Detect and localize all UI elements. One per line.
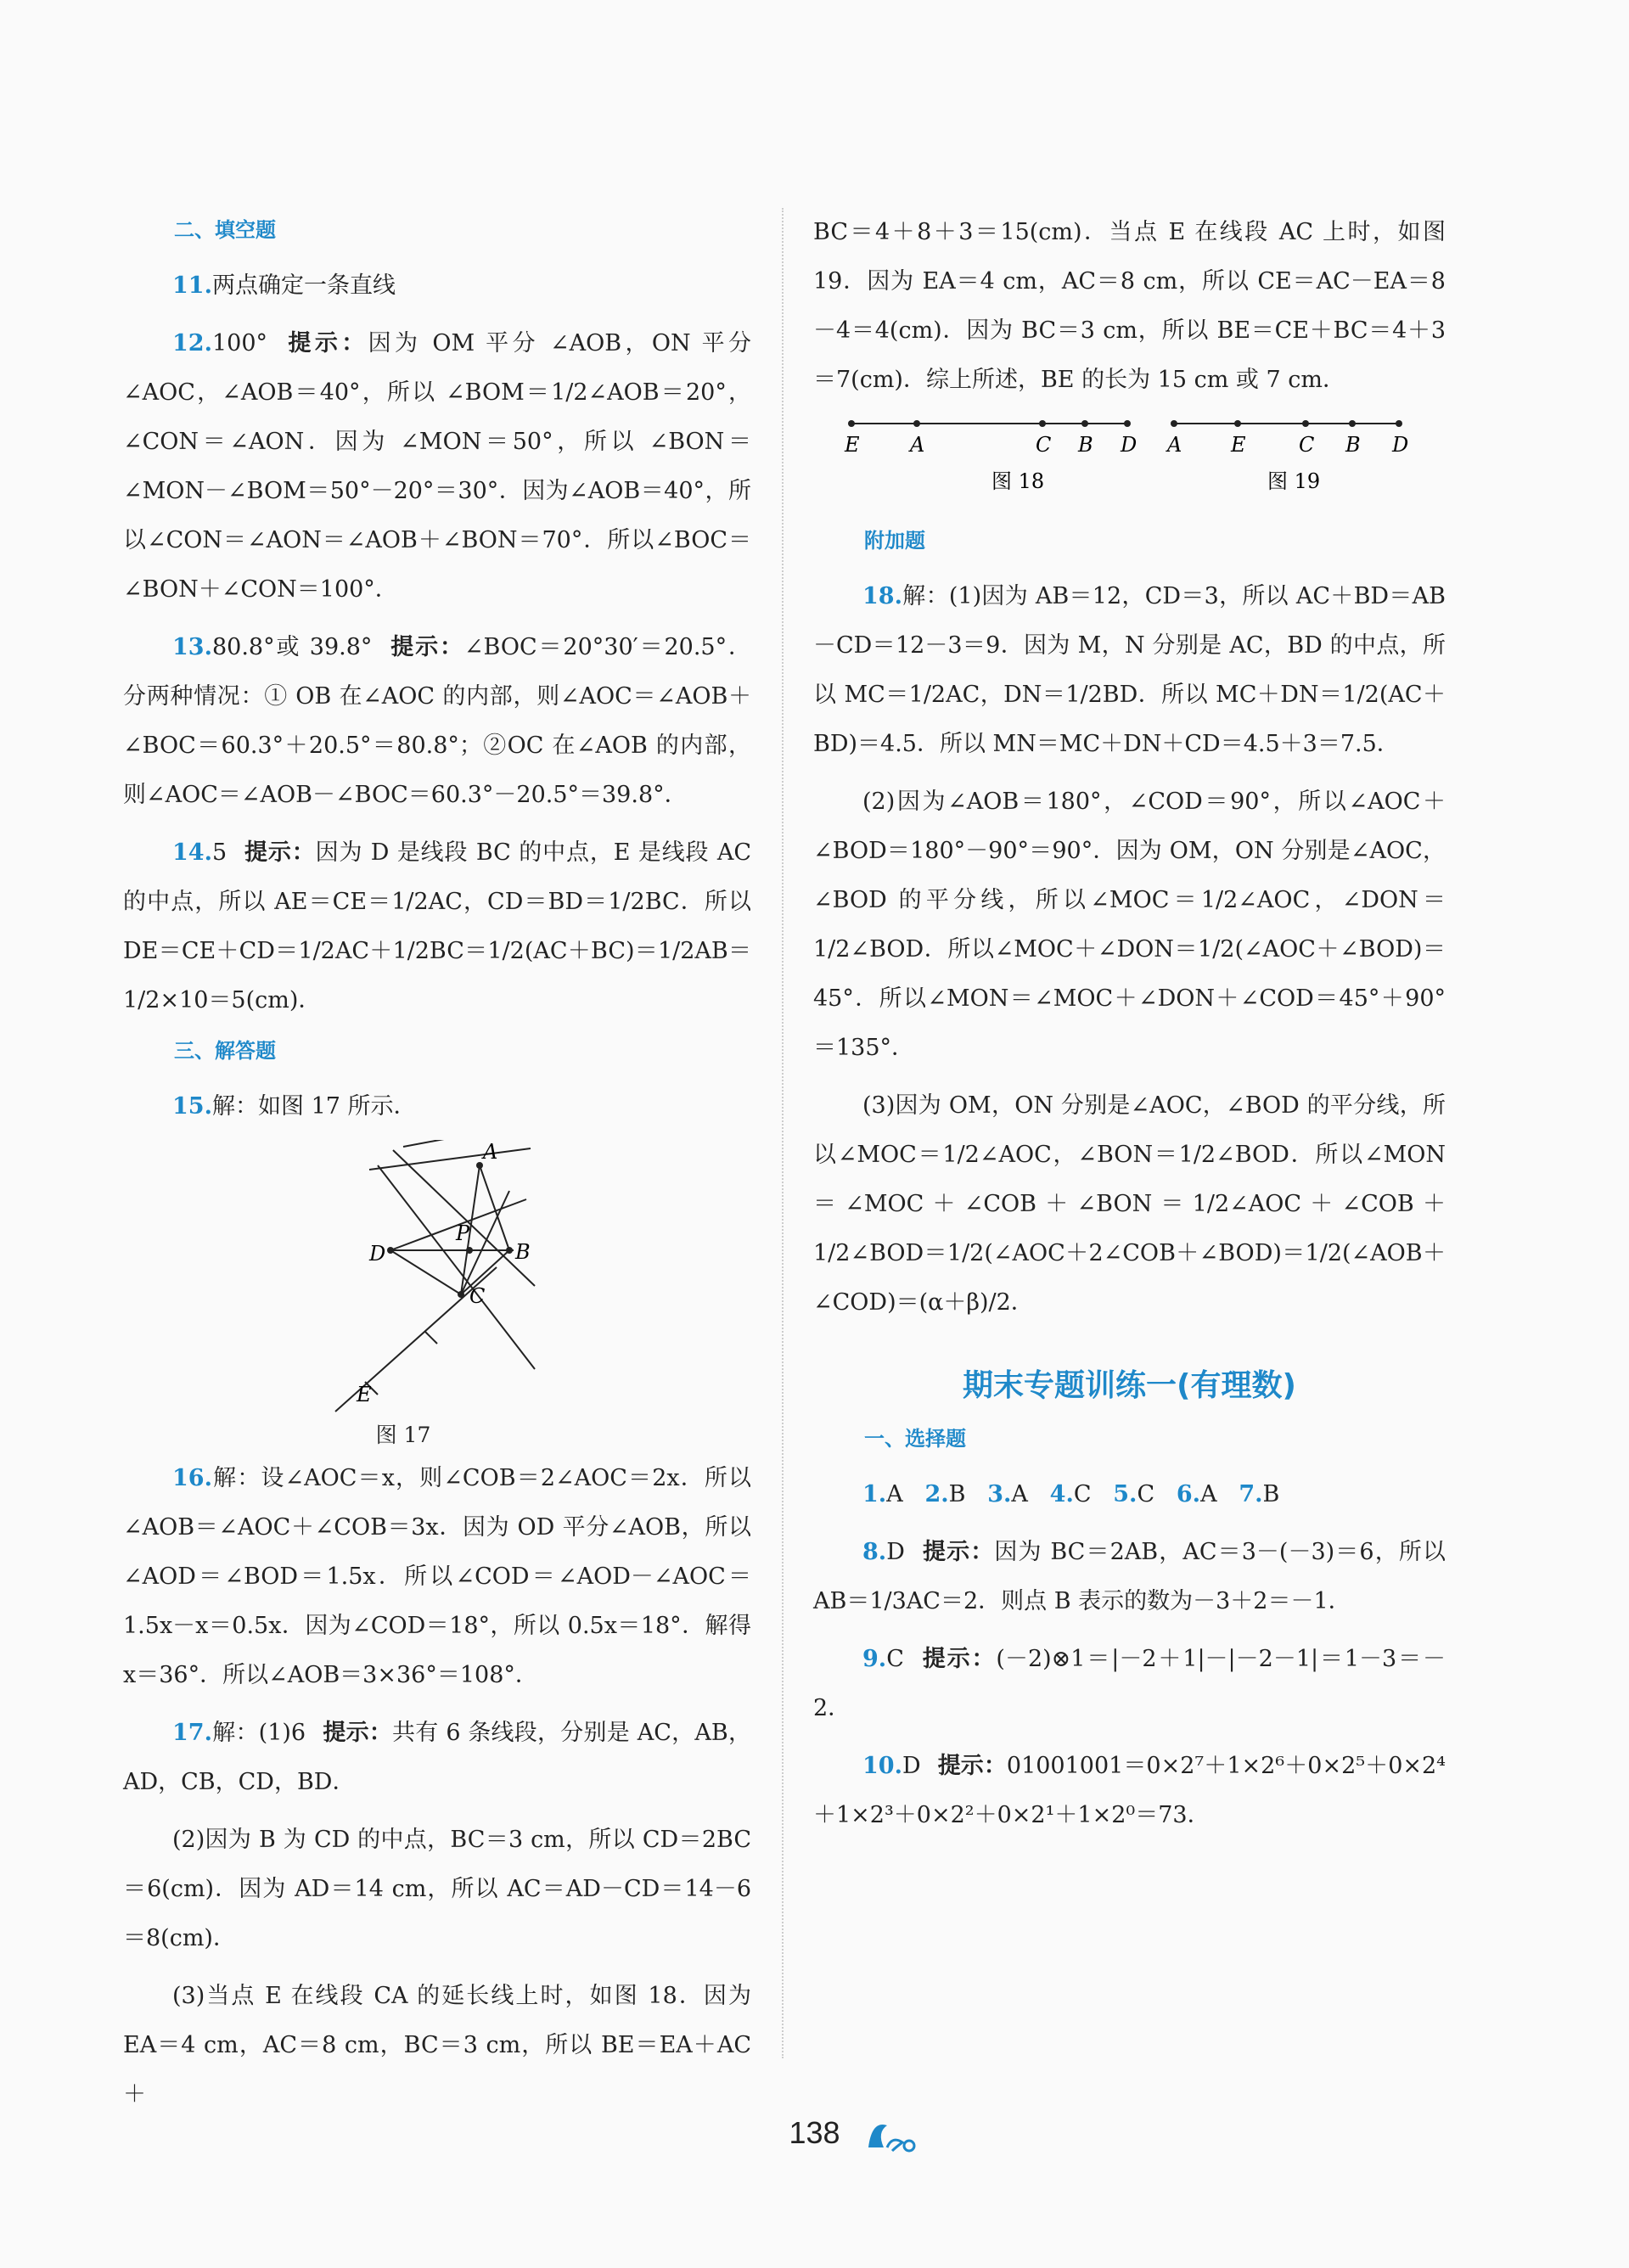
fig18-label-d: D (1121, 433, 1137, 457)
fig19-caption: 图 19 (1267, 469, 1321, 493)
answer-10: 10.D 提示：01001001＝0×2⁷＋1×2⁶＋0×2⁵＋0×2⁴＋1×2³＋0×2²＋0×2¹＋1×2⁰＝73． (813, 1753, 1446, 1828)
fig19-label-e: E (1231, 433, 1246, 457)
decorative-swirl-icon (862, 2114, 921, 2159)
answer-11: 11.两点确定一条直线 (172, 272, 396, 299)
answer-9: 9.C 提示：(－2)⊗1＝|－2＋1|－|－2－1|＝1－3＝－2． (813, 1646, 1446, 1721)
section-fill-blank-heading: 二、填空题 (174, 218, 276, 242)
answer-12: 12.100° 提示：因为 OM 平分 ∠AOB，ON 平分 ∠AOC，∠AOB＝40°，所以 ∠BOM＝1/2∠AOB＝20°，∠CON＝∠AON．因为 ∠MON＝50°，所以 ∠BON＝∠MON－∠BOM＝50°－20°＝30°．因为∠AOB＝40°，所以∠CON＝∠AON＝∠AOB＋∠BON＝70°．所以∠BOC＝∠BON＋∠CON＝100°． (123, 330, 751, 603)
label-c: C (469, 1284, 486, 1308)
answer-17-part3: (3)当点 E 在线段 CA 的延长线上时，如图 18．因为 EA＝4 cm，AC＝8 cm，BC＝3 cm，所以 BE＝EA＋AC＋ (123, 1983, 751, 2108)
answer-18-part1: 18.解：(1)因为 AB＝12，CD＝3，所以 AC＋BD＝AB－CD＝12－3＝9．因为 M，N 分别是 AC，BD 的中点，所以 MC＝1/2AC，DN＝1/2BD．所以 MC＋DN＝1/2(AC＋BD)＝4.5．所以 MN＝MC＋DN＋CD＝4.5＋3＝7.5． (813, 583, 1446, 757)
label-e: E (357, 1383, 372, 1406)
answer-18-part2: (2)因为∠AOB＝180°，∠COD＝90°，所以∠AOC＋∠BOD＝180°－90°＝90°．因为 OM，ON 分别是∠AOC，∠BOD 的平分线，所以∠MOC＝1/2∠AOC，∠DON＝1/2∠BOD．所以∠MOC＋∠DON＝1/2(∠AOC＋∠BOD)＝45°．所以∠MON＝∠MOC＋∠DON＋∠COD＝45°＋90°＝135°． (813, 789, 1446, 1061)
answer-15: 15.解：如图 17 所示． (172, 1093, 417, 1120)
answer-17-part1: 17.解：(1)6 提示：共有 6 条线段，分别是 AC，AB，AD，CB，CD，BD． (123, 1720, 751, 1795)
answer-13: 13.80.8°或 39.8° 提示：∠BOC＝20°30′＝20.5°．分两种情况：① OB 在∠AOC 的内部，则∠AOC＝∠AOB＋∠BOC＝60.3°＋20.5°＝80.8°；②OC 在∠AOB 的内部，则∠AOC＝∠AOB－∠BOC＝60.3°－20.5°＝39.8°． (123, 634, 751, 808)
chapter-title: 期末专题训练一(有理数) (963, 1368, 1296, 1403)
fig19-label-b: B (1345, 433, 1361, 457)
fig18-label-e: E (845, 433, 860, 457)
fig18-label-b: B (1078, 433, 1093, 457)
fig18-label-a: A (910, 433, 925, 457)
answers-1-7: 1.A 2.B 3.A 4.C 5.C 6.A 7.B (862, 1481, 1280, 1507)
fig18-caption: 图 18 (991, 469, 1045, 493)
answer-18-part3: (3)因为 OM，ON 分别是∠AOC，∠BOD 的平分线，所以∠MOC＝1/2∠AOC，∠BON＝1/2∠BOD．所以∠MON＝∠MOC＋∠COB＋∠BON＝1/2∠AOC＋∠COB＋1/2∠BOD＝1/2(∠AOC＋2∠COB＋∠BOD)＝1/2(∠AOB＋∠COD)＝(α＋β)/2． (813, 1092, 1446, 1316)
answer-14: 14.5 提示：因为 D 是线段 BC 的中点，E 是线段 AC 的中点，所以 AE＝CE＝1/2AC，CD＝BD＝1/2BC．所以 DE＝CE＋CD＝1/2AC＋1/2BC＝1/2(AC＋BC)＝1/2AB＝1/2×10＝5(cm)． (123, 839, 751, 1013)
right-column (813, 208, 1446, 1849)
page-number: 138 (789, 2115, 840, 2150)
fig18-label-c: C (1036, 433, 1052, 457)
fig19-label-a: A (1167, 433, 1182, 457)
left-column (123, 208, 751, 2128)
fig19-label-c: C (1299, 433, 1315, 457)
answer-17-continued: BC＝4＋8＋3＝15(cm)．当点 E 在线段 AC 上时，如图 19．因为 EA＝4 cm，AC＝8 cm，所以 CE＝AC－EA＝8－4＝4(cm)．因为 BC＝3 cm，所以 BE＝CE＋BC＝4＋3＝7(cm)．综上所述，BE 的长为 15 cm 或 7 cm． (813, 219, 1446, 393)
label-d: D (369, 1242, 386, 1266)
answer-17-part2: (2)因为 B 为 CD 的中点，BC＝3 cm，所以 CD＝2BC＝6(cm)．因为 AD＝14 cm，所以 AC＝AD－CD＝14－6＝8(cm)． (123, 1827, 751, 1951)
column-divider (782, 208, 784, 2058)
fig19-label-d: D (1392, 433, 1409, 457)
answer-16: 16.解：设∠AOC＝x，则∠COB＝2∠AOC＝2x．所以∠AOB＝∠AOC＋∠COB＝3x．因为 OD 平分∠AOB，所以∠AOD＝∠BOD＝1.5x．所以∠COD＝∠AOD－∠AOC＝1.5x－x＝0.5x．因为∠COD＝18°，所以 0.5x＝18°．解得 x＝36°．所以∠AOB＝3×36°＝108°． (123, 1465, 751, 1688)
section-extra-heading: 附加题 (864, 529, 925, 553)
figures-18-19-drawing (813, 413, 1446, 507)
answer-8: 8.D 提示：因为 BC＝2AB，AC＝3－(－3)＝6，所以 AB＝1/3AC＝2．则点 B 表示的数为－3＋2＝－1． (813, 1539, 1446, 1614)
label-b: B (515, 1240, 531, 1264)
figures-18-19 (813, 413, 1446, 507)
label-p: P (456, 1221, 470, 1245)
section-solutions-heading: 三、解答题 (174, 1039, 276, 1063)
figure-17 (123, 1140, 751, 1447)
figure-17-drawing (123, 1140, 751, 1420)
figure-17-caption: 图 17 (375, 1423, 431, 1447)
section-choice-heading: 一、选择题 (864, 1427, 966, 1451)
label-a: A (483, 1140, 498, 1164)
